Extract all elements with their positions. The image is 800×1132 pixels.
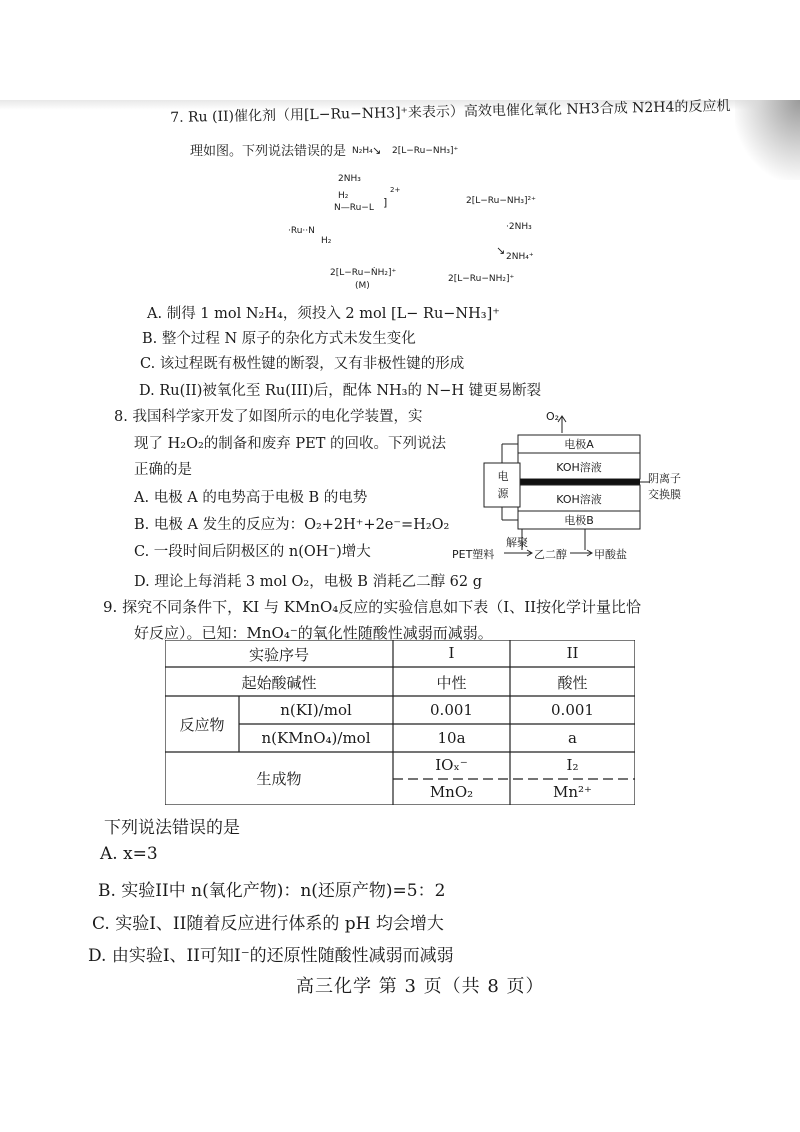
q7-option-a: A. 制得 1 mol N₂H₄，须投入 2 mol [L− Ru−NH₃]⁺ bbox=[147, 306, 500, 322]
table-header-i: I bbox=[448, 644, 455, 662]
label-power: 电 bbox=[497, 470, 509, 483]
label-ru-n-h: H₂ bbox=[321, 236, 332, 246]
label-membrane: 交换膜 bbox=[648, 488, 681, 501]
label-power: 源 bbox=[497, 487, 509, 500]
q9-option-a: A. x=3 bbox=[100, 844, 158, 864]
table-row-label: 生成物 bbox=[256, 770, 302, 788]
arrow-mark: ↘ bbox=[372, 144, 382, 157]
table-row-label: 反应物 bbox=[179, 716, 225, 734]
q8-option-c: C. 一段时间后阴极区的 n(OH⁻)增大 bbox=[134, 544, 371, 560]
label-cat-bottom-left: 2[L−Ru−ṄH₂]⁺ bbox=[330, 268, 397, 278]
q9-option-c: C. 实验I、II随着反应进行体系的 pH 均会增大 bbox=[92, 914, 444, 934]
label-cat-top: 2[L−Ru−NH₃]⁺ bbox=[392, 146, 459, 156]
scan-shadow-corner bbox=[735, 100, 800, 180]
page-margin-bottom bbox=[0, 1022, 800, 1132]
q9-option-b: B. 实验II中 n(氧化产物)：n(还原产物)=5：2 bbox=[98, 881, 446, 901]
q7-subtitle: 理如图。下列说法错误的是 bbox=[190, 144, 347, 159]
q9-question: 下列说法错误的是 bbox=[104, 818, 240, 838]
table-header-seq: 实验序号 bbox=[248, 646, 309, 664]
label-nh4-right: 2NH₄⁺ bbox=[506, 252, 534, 262]
q9-table bbox=[165, 640, 635, 805]
label-membrane: 阴离子 bbox=[648, 472, 681, 485]
table-cell: I₂ bbox=[566, 756, 579, 774]
q8-stem-line: 8. 我国科学家开发了如图所示的电化学装置，实 bbox=[114, 409, 423, 425]
table-header-ii: II bbox=[566, 644, 579, 662]
label-electrode-b: 电极B bbox=[564, 514, 594, 527]
q8-option-b: B. 电极 A 发生的反应为：O₂+2H⁺+2e⁻=H₂O₂ bbox=[134, 517, 450, 533]
table-row-label: 起始酸碱性 bbox=[241, 674, 317, 692]
label-electrode-a: 电极A bbox=[564, 438, 594, 451]
label-complex-upper: N—Ru−L bbox=[334, 203, 374, 213]
label-m: (M) bbox=[355, 281, 370, 291]
label-ru-n: ·Ru··N bbox=[288, 226, 315, 236]
table-row-label: n(KMnO₄)/mol bbox=[261, 729, 371, 747]
table-cell: a bbox=[568, 729, 577, 747]
q8-stem-line: 现了 H₂O₂的制备和废弃 PET 的回收。下列说法 bbox=[134, 436, 446, 452]
label-nh3-left: 2NH₃ bbox=[338, 174, 361, 184]
q8-option-d: D. 理论上每消耗 3 mol O₂，电极 B 消耗乙二醇 62 g bbox=[134, 574, 483, 590]
table-cell: 0.001 bbox=[430, 701, 473, 719]
label-koh-top: KOH溶液 bbox=[556, 461, 602, 474]
table-cell: IOₓ⁻ bbox=[435, 756, 468, 774]
table-cell: Mn²⁺ bbox=[553, 783, 592, 801]
table-row-label: n(KI)/mol bbox=[280, 701, 352, 719]
label-formate: 甲酸盐 bbox=[594, 548, 627, 561]
label-glycol: 乙二醇 bbox=[534, 548, 567, 561]
table-cell: 10a bbox=[437, 729, 466, 747]
label-o2: O₂ bbox=[546, 410, 560, 423]
bracket-mark: ] bbox=[383, 196, 388, 209]
q7-option-b: B. 整个过程 N 原子的杂化方式未发生变化 bbox=[142, 331, 416, 347]
label-n2h4: N₂H₄ bbox=[352, 146, 373, 156]
arrow-mark: ↘ bbox=[496, 244, 506, 257]
label-complex-h: H₂ bbox=[338, 191, 349, 201]
page-footer: 高三化学 第 3 页（共 8 页） bbox=[296, 976, 545, 997]
label-complex-charge: 2+ bbox=[390, 186, 401, 194]
label-nh3-right: ·2NH₃ bbox=[506, 222, 532, 232]
q7-option-c: C. 该过程既有极性键的断裂，又有非极性键的形成 bbox=[140, 356, 465, 372]
q8-stem-line: 正确的是 bbox=[134, 462, 192, 478]
label-pet: PET塑料 bbox=[452, 548, 495, 561]
label-cat-right: 2[L−Ru−NH₃]²⁺ bbox=[466, 196, 536, 206]
table-cell: MnO₂ bbox=[429, 783, 474, 801]
q9-stem: 好反应）。已知：MnO₄⁻的氧化性随酸性减弱而减弱。 bbox=[134, 624, 493, 642]
table-cell: 中性 bbox=[436, 674, 467, 692]
table-cell: 0.001 bbox=[551, 701, 594, 719]
label-cat-bottom-right: 2[L−Ru−NH₂]⁺ bbox=[448, 274, 515, 284]
table-cell: 酸性 bbox=[557, 674, 588, 692]
q7-title: 7. Ru (II)催化剂（用[L−Ru−NH3]⁺来表示）高效电催化氧化 NH3合成 N2H4的反应机 bbox=[170, 98, 731, 126]
label-depoly: 解聚 bbox=[506, 536, 528, 549]
label-koh-bottom: KOH溶液 bbox=[556, 493, 602, 506]
q9-stem: 9. 探究不同条件下，KI 与 KMnO₄反应的实验信息如下表（I、II按化学计量比恰 bbox=[103, 598, 642, 616]
q9-option-d: D. 由实验I、II可知I⁻的还原性随酸性减弱而减弱 bbox=[88, 946, 454, 966]
q7-option-d: D. Ru(II)被氧化至 Ru(III)后，配体 NH₃的 N−H 键更易断裂 bbox=[139, 383, 542, 399]
q8-option-a: A. 电极 A 的电势高于电极 B 的电势 bbox=[134, 490, 368, 506]
